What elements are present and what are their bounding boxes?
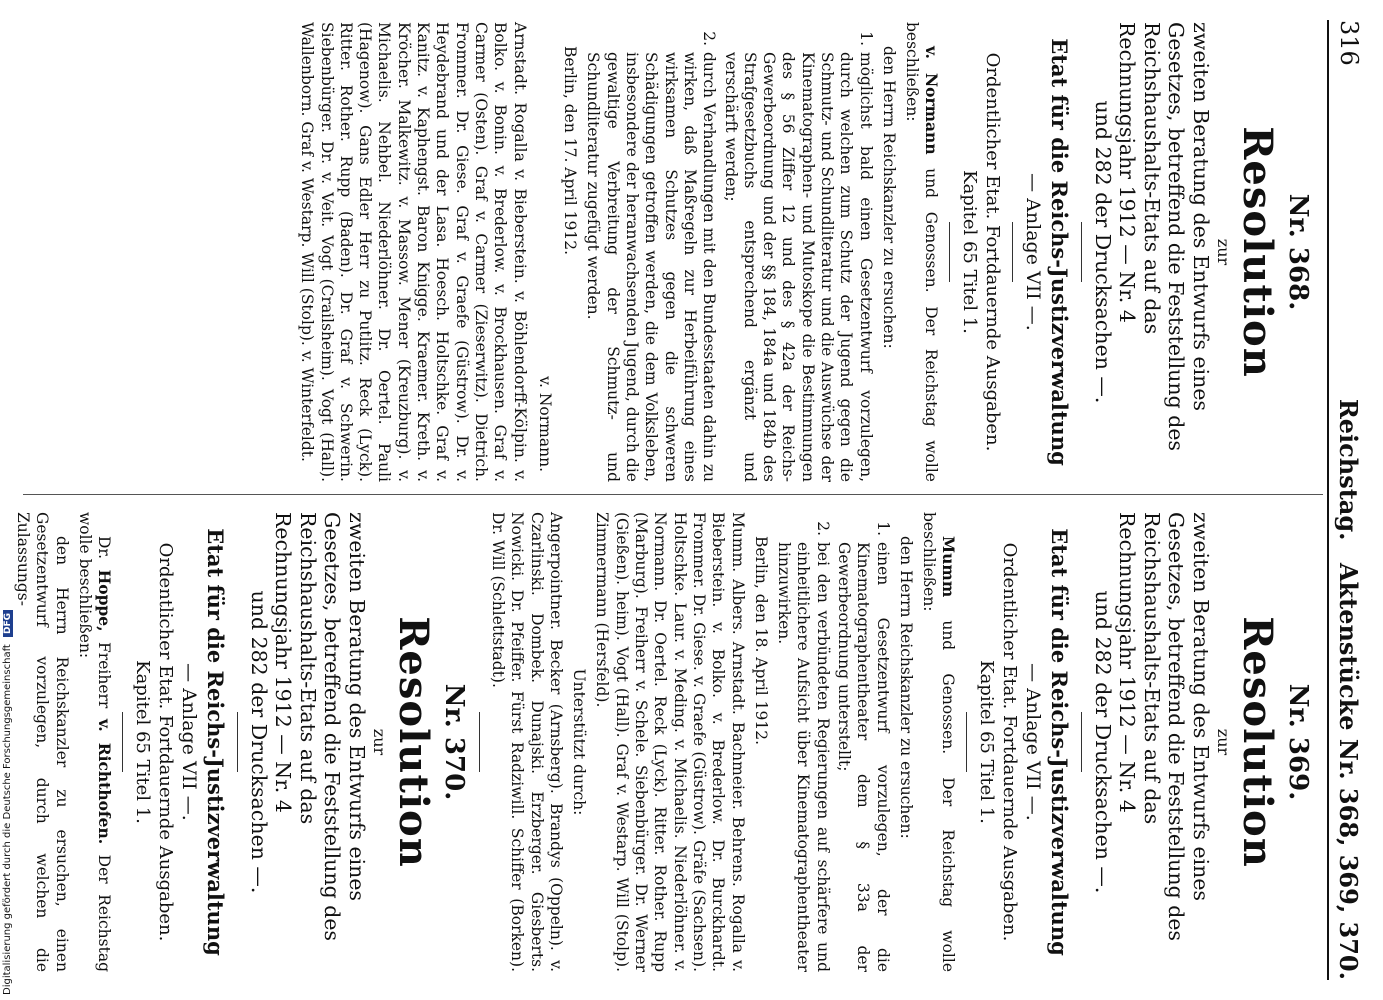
resolution-369-zur: zur xyxy=(1214,728,1233,756)
resolution-368-item: 1. möglichst bald einen Gesetzentwurf vorzulegen, durch welchen zum Schutz der Jugend gegen die Schmutz- und Schundliteratur und die Auswüchse der Kinematographen- und Mutoskope die Bestimmungen des § 56 Ziffer 12 und des § 42a der Reichs-Gewerbeordnung und der §§ 184, 184a und 184b des Strafgesetzbuchs entsprechend ergänzt und verschärft werden; xyxy=(721,31,875,482)
running-header xyxy=(1327,20,1367,980)
resolution-368-intro: zweiten Beratung des Entwurfs eines Gesetzes, betreffend die Feststellung des Reichshaushalts-Etats auf das Rechnungsjahr 1912 — Nr. 4 und 282 der Drucksachen —. xyxy=(1091,22,1213,451)
resolution-370-zur: zur xyxy=(369,728,389,756)
separator-rule xyxy=(1082,712,1083,772)
resolution-370-sub: den Herrn Reichskanzler zu ersuchen, einen Gesetzentwurf vorzulegen, durch welchen die Zulassungs- xyxy=(13,512,71,972)
resolution-369-cosigners: Mumm. Albers. Arnstadt. Bachmeier. Behrens. Rogalla v. Bieberstein. v. Bolko. v. Brederlow. Dr. Burckhardt. Frommer. Dr. Giese. v. Graefe (Güstrow). Gräfe (Sachsen). Holtschke. Laur. v. Meding. v. Michaelis. Niederlöhner. v. Normann. Dr. Oertel. Reck (Lyck). Ritter. Rother. Rupp (Marburg). Freiherr v. Schele. Siebenbürger. Dr. Werner (Gießen). heim). Vogt (Hall). Graf v. Westarp. Will (Stolp). Zimmermann (Hersfeld). xyxy=(593,512,747,972)
separator-rule xyxy=(479,712,480,772)
dfg-logo: DFG xyxy=(3,610,13,637)
page-number: 316 xyxy=(1335,20,1363,66)
resolution-369-supported: Unterstützt durch: xyxy=(570,668,589,816)
resolution-369-title: Resolution xyxy=(1234,616,1281,868)
resolution-368-item: 2. durch Verhandlungen mit den Bundesstaaten dahin zu wirken, daß Maßregeln zur Herbeiführung eines wirksamen Schutzes gegen die schweren Schädigungen getroffen werden, die dem Volksleben, insbesondere der heranwachsenden Jugend, durch die gewaltige Verbreitung der Schmutz- und Schundliteratur zugefügt werden. xyxy=(584,31,719,482)
resolution-368-date: Berlin, den 17. April 1912. xyxy=(561,46,580,256)
header-pieces: Aktenstücke Nr. 368, 369, 370. xyxy=(1334,562,1363,980)
resolution-370-title: Resolution xyxy=(389,616,437,868)
resolution-369-etat: Etat für die Reichs-Justizverwaltung xyxy=(1047,528,1073,956)
resolution-369-kapitel: Kapitel 65 Titel 1. xyxy=(976,660,998,824)
resolution-368-anlage: — Anlage VII —. xyxy=(1022,173,1045,331)
resolution-369-anlage: — Anlage VII —. xyxy=(1022,663,1045,821)
resolution-368-zur: zur xyxy=(1214,238,1233,266)
resolution-369-ordentlich: Ordentlicher Etat. Fortdauernde Ausgaben. xyxy=(999,542,1021,942)
resolution-369-date: Berlin, den 18. April 1912. xyxy=(751,536,770,746)
separator-rule xyxy=(122,712,123,772)
resolution-368-etat: Etat für die Reichs-Justizverwaltung xyxy=(1047,38,1073,466)
resolution-370-number: Nr. 370. xyxy=(438,683,469,801)
resolution-370-etat: Etat für die Reichs-Justizverwaltung xyxy=(203,528,229,956)
resolution-368-kapitel: Kapitel 65 Titel 1. xyxy=(959,170,981,334)
separator-rule xyxy=(967,712,968,772)
dfg-footer xyxy=(2,610,13,995)
resolution-368-number: Nr. 368. xyxy=(1283,193,1313,311)
resolution-368-ordentlich: Ordentlicher Etat. Fortdauernde Ausgaben. xyxy=(982,52,1004,452)
resolution-370-kapitel: Kapitel 65 Titel 1. xyxy=(132,660,154,824)
resolution-370-ordentlich: Ordentlicher Etat. Fortdauernde Ausgaben. xyxy=(155,542,177,942)
resolution-368-title: Resolution xyxy=(1234,126,1281,378)
dfg-note: Digitalisierung gefördert durch die Deutsche Forschungsgemeinschaft xyxy=(2,644,13,995)
separator-rule xyxy=(1013,222,1014,282)
resolution-370-intro: zweiten Beratung des Entwurfs eines Gesetzes, betreffend die Feststellung des Reichshaushalts-Etats auf das Rechnungsjahr 1912 — Nr. 4 und 282 der Drucksachen —. xyxy=(246,512,369,941)
resolution-369-item: 1. einen Gesetzentwurf vorzulegen, der die Kinematographentheater dem § 33a der Gewerbeordnung unterstellt; xyxy=(835,521,892,972)
column-divider xyxy=(23,494,1323,495)
resolution-369-number: Nr. 369. xyxy=(1283,683,1313,801)
resolution-369-opening: Mumm und Genossen. Der Reichstag wolle beschließen: xyxy=(920,512,959,972)
separator-rule xyxy=(950,222,951,282)
resolution-368-signer: v. Normann. xyxy=(535,376,554,472)
resolution-369-supporters: Angerpointner. Becker (Arnsberg). Brandys (Oppeln). v. Czarlinski. Dombek. Dunajski. Erzberger. Giesberts. Nowicki. Dr. Pfeiffer. Fürst Radziwill. Schiffer (Borken). Dr. Will (Schlettstadt). xyxy=(488,512,565,972)
separator-rule xyxy=(237,712,238,772)
header-chamber: Reichstag. xyxy=(1334,398,1363,541)
resolution-368-opening: v. Normann und Genossen. Der Reichstag wolle beschließen: xyxy=(903,22,942,482)
column-left xyxy=(293,22,1315,482)
header-title xyxy=(1334,385,1363,980)
resolution-368-cosigners: Arnstadt. Rogalla v. Bieberstein. v. Böhlendorff-Kölpin. v. Bolko. v. Bonin. v. Brederlow. v. Brockhausen. Graf v. Carmer (Osten). Graf v. Carmer (Zieserwitz). Dietrich. Frommer. Dr. Giese. Graf v. Graefe (Güstrow). Dr. v. Heydebrand und der Lasa. Hoesch. Holtschke. Graf v. Kanitz. v. Kaphengst. Baron Knigge. Kraemer. Kreth. v. Kröcher. Malkewitz. v. Massow. Mener (Kreuzburg). v. Michaelis. Nehbel. Niederlöhner. Dr. Oertel. Pauli (Hagenow). Gans Edler Herr zu Putlitz. Reck (Lyck). Ritter. Rother. Rupp (Baden). Dr. Graf v. Schwerin. Siebenbürger. Dr. v. Veit. Vogt (Crailsheim). Vogt (Hall). Wallenborn. Graf v. Westarp. Will (Stolp). v. Winterfeldt. xyxy=(298,22,529,482)
resolution-369-item: 2. bei den verbündeten Regierungen auf schärfere und einheitlichere Aufsicht über Kinematographentheater hinzuwirken. xyxy=(775,521,832,972)
column-right xyxy=(9,512,1315,972)
resolution-370-opening: Dr. Hoppe, Freiherr v. Richthofen. Der Reichstag wolle beschließen: xyxy=(75,512,115,973)
separator-rule xyxy=(1082,222,1083,282)
resolution-368-sub: den Herrn Reichskanzler zu ersuchen: xyxy=(879,46,898,349)
resolution-370-anlage: — Anlage VII —. xyxy=(178,663,201,821)
resolution-369-sub: den Herrn Reichskanzler zu ersuchen: xyxy=(896,536,915,839)
resolution-369-intro: zweiten Beratung des Entwurfs eines Gesetzes, betreffend die Feststellung des Reichshaushalts-Etats auf das Rechnungsjahr 1912 — Nr. 4 und 282 der Drucksachen —. xyxy=(1091,512,1213,941)
